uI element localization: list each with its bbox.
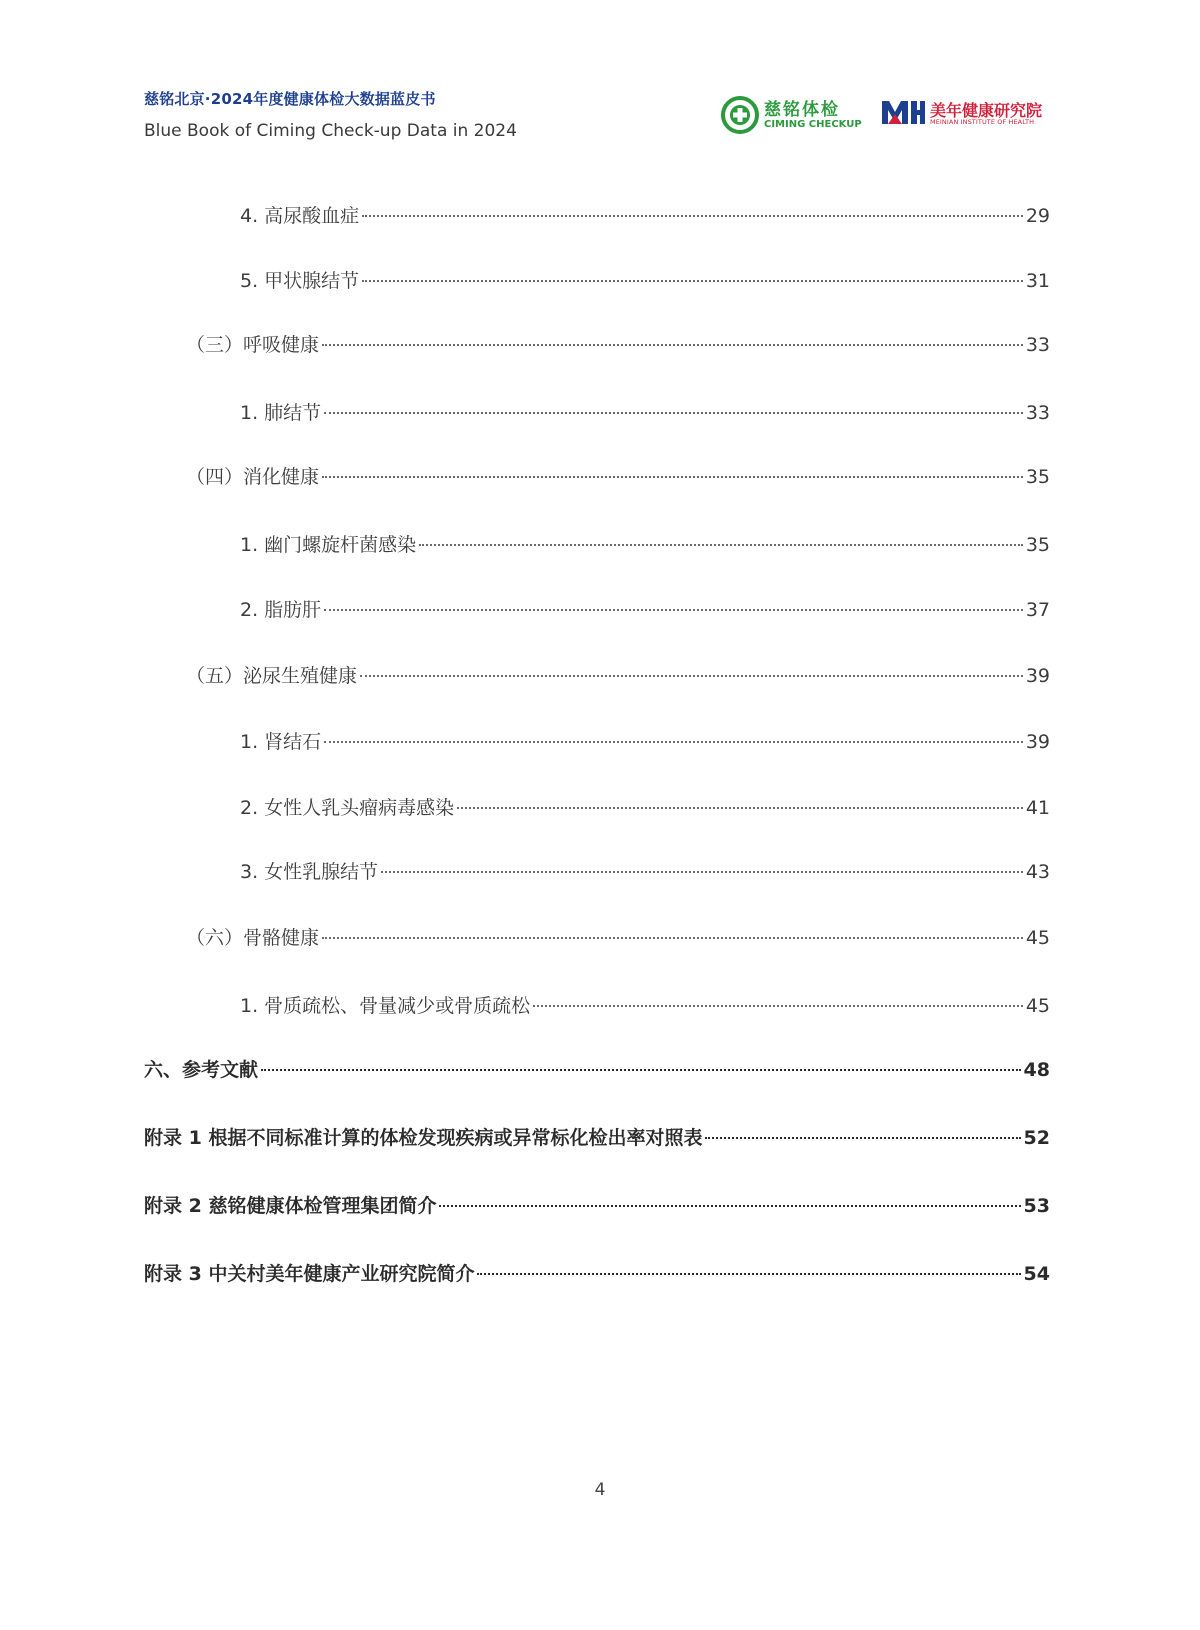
toc-entry-page: 45 [1025, 927, 1050, 949]
toc-entry-page: 31 [1025, 270, 1050, 292]
toc-entry[interactable] [240, 401, 1050, 425]
header-title-en: Blue Book of Ciming Check-up Data in 2024 [144, 121, 517, 141]
toc-entry-label: （三）呼吸健康 [186, 334, 320, 356]
toc-entry-label: 1. 骨质疏松、骨量减少或骨质疏松 [240, 995, 531, 1017]
toc-leader [381, 871, 1023, 873]
toc-entry-label: 附录 3 中关村美年健康产业研究院简介 [144, 1263, 475, 1285]
ciming-logo [720, 95, 860, 135]
page-number: 4 [594, 1480, 606, 1500]
toc-entry-label: 1. 肾结石 [240, 731, 322, 753]
toc-entry[interactable] [240, 796, 1050, 820]
toc-leader [362, 280, 1023, 282]
toc-entry-page: 39 [1025, 665, 1050, 687]
toc-leader [324, 412, 1023, 414]
toc-entry-page: 53 [1023, 1195, 1050, 1217]
toc-entry-label: 2. 女性人乳头瘤病毒感染 [240, 797, 455, 819]
toc-entry-label: 1. 肺结节 [240, 402, 322, 424]
toc-leader [533, 1005, 1023, 1007]
toc-entry-page: 52 [1023, 1127, 1050, 1149]
toc-entry-page: 54 [1023, 1263, 1050, 1285]
toc-entry[interactable] [144, 1262, 1050, 1286]
toc-entry-page: 37 [1025, 599, 1050, 621]
toc-entry-page: 33 [1025, 334, 1050, 356]
toc-leader [322, 344, 1023, 346]
toc-leader [322, 937, 1023, 939]
toc-entry[interactable] [186, 926, 1050, 950]
toc-entry[interactable] [240, 730, 1050, 754]
toc-entry[interactable] [144, 1126, 1050, 1150]
toc-entry-page: 29 [1025, 205, 1050, 227]
toc-entry-label: 附录 2 慈铭健康体检管理集团简介 [144, 1195, 437, 1217]
toc-entry[interactable] [240, 994, 1050, 1018]
toc-entry[interactable] [240, 269, 1050, 293]
toc-entry[interactable] [186, 465, 1050, 489]
meinian-logo [880, 96, 1060, 132]
ciming-logo-name-en: CIMING CHECKUP [764, 119, 862, 130]
toc-entry-page: 43 [1025, 861, 1050, 883]
toc-entry-label: （四）消化健康 [186, 466, 320, 488]
toc-entry-page: 35 [1025, 466, 1050, 488]
toc-entry-label: 4. 高尿酸血症 [240, 205, 360, 227]
toc-entry[interactable] [240, 533, 1050, 557]
toc-entry-page: 45 [1025, 995, 1050, 1017]
toc-entry[interactable] [240, 598, 1050, 622]
toc-entry[interactable] [240, 204, 1050, 228]
toc-leader [457, 807, 1023, 809]
toc-entry[interactable] [144, 1194, 1050, 1218]
toc-leader [362, 215, 1023, 217]
toc-leader [324, 741, 1023, 743]
toc-entry-label: （六）骨骼健康 [186, 927, 320, 949]
toc-entry[interactable] [186, 664, 1050, 688]
toc-leader [477, 1273, 1020, 1275]
toc-leader [439, 1205, 1020, 1207]
toc-entry-page: 41 [1025, 797, 1050, 819]
toc-leader [261, 1069, 1021, 1071]
toc-leader [419, 544, 1023, 546]
toc-entry[interactable] [240, 860, 1050, 884]
toc-entry-label: 3. 女性乳腺结节 [240, 861, 379, 883]
toc-entry-page: 33 [1025, 402, 1050, 424]
toc-entry-label: 5. 甲状腺结节 [240, 270, 360, 292]
meinian-logo-name-cn: 美年健康研究院 [930, 101, 1043, 120]
toc-entry[interactable] [144, 1058, 1050, 1082]
toc-entry-label: 六、参考文献 [144, 1059, 259, 1081]
toc-entry-page: 39 [1025, 731, 1050, 753]
toc-leader [324, 609, 1023, 611]
toc-entry-page: 35 [1025, 534, 1050, 556]
toc-leader [705, 1137, 1020, 1139]
toc-entry-label: （五）泌尿生殖健康 [186, 665, 358, 687]
ciming-logo-name-cn: 慈铭体检 [764, 100, 840, 120]
toc-entry[interactable] [186, 333, 1050, 357]
ciming-emblem-icon [720, 95, 760, 135]
meinian-mark-icon [880, 98, 926, 126]
meinian-logo-name-en: MEINIAN INSTITUTE OF HEALTH [930, 118, 1035, 126]
toc-entry-label: 2. 脂肪肝 [240, 599, 322, 621]
header-title-cn: 慈铭北京·2024年度健康体检大数据蓝皮书 [144, 90, 436, 108]
toc-leader [360, 675, 1023, 677]
toc-leader [322, 476, 1023, 478]
toc-entry-label: 1. 幽门螺旋杆菌感染 [240, 534, 417, 556]
toc-entry-page: 48 [1023, 1059, 1050, 1081]
toc-entry-label: 附录 1 根据不同标准计算的体检发现疾病或异常标化检出率对照表 [144, 1127, 703, 1149]
